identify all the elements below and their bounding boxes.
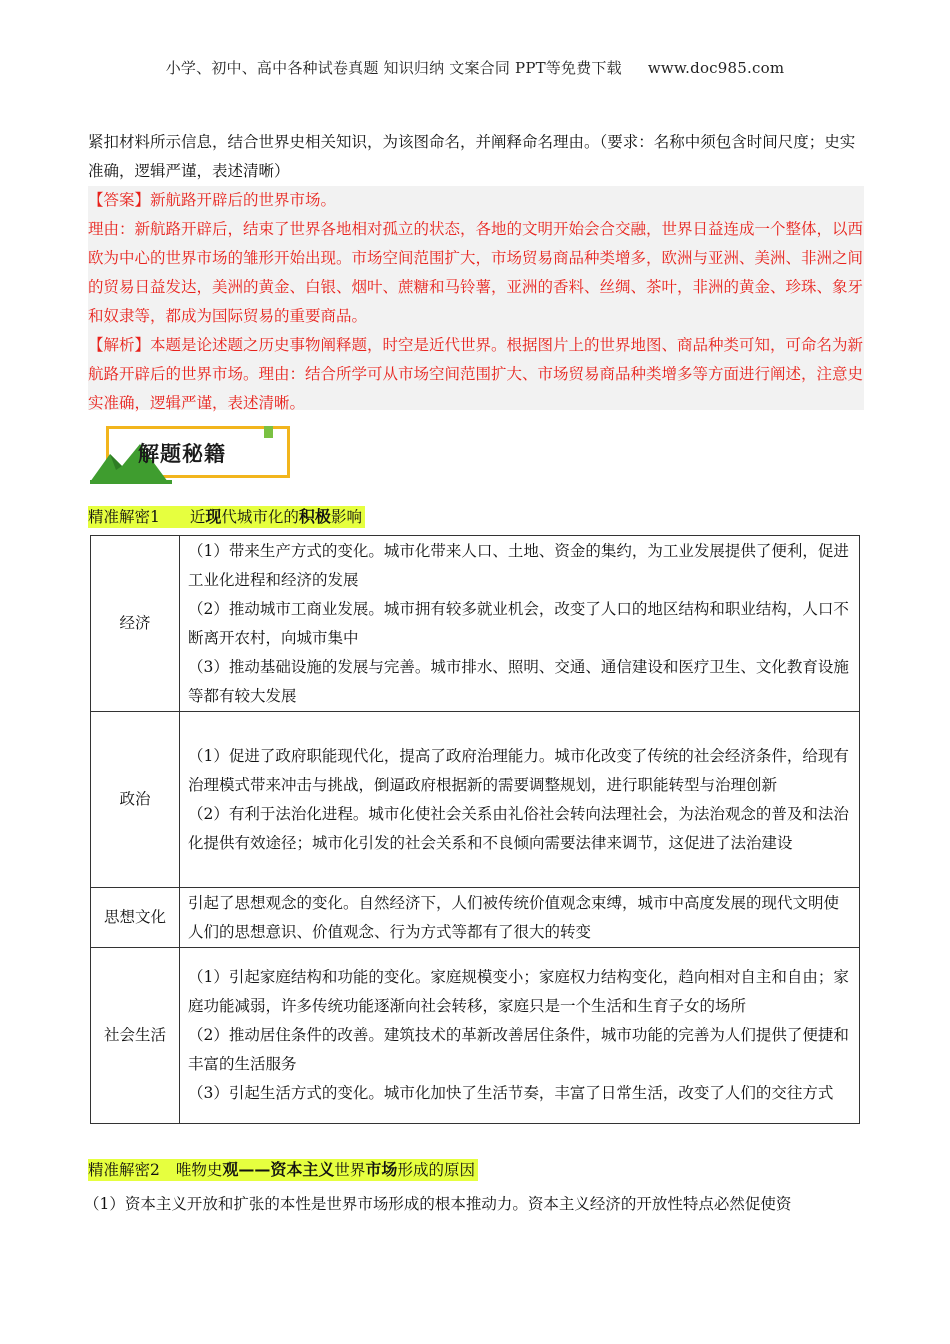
bottom-paragraph: （1）资本主义开放和扩张的本性是世界市场形成的根本推动力。资本主义经济的开放性特点必然促使资 bbox=[84, 1195, 792, 1213]
question-text: 紧扣材料所示信息，结合世界史相关知识，为该图命名，并阐释命名理由。（要求：名称中须包含时间尺度；史实准确，逻辑严谨，表述清晰） bbox=[88, 133, 856, 180]
list-item: （2）有利于法治化进程。城市化使社会关系由礼俗社会转向法理社会，为法治观念的普及和法治化提供有效途径；城市化引发的社会关系和不良倾向需要法律来调节，这促进了法治建设 bbox=[188, 804, 849, 852]
list-item: （2）推动城市工商业发展。城市拥有较多就业机会，改变了人口的地区结构和职业结构，人口不断离开农村，向城市集中 bbox=[188, 599, 849, 647]
table-row bbox=[91, 712, 860, 888]
section-1-number: 精准解密1 bbox=[88, 508, 160, 526]
impact-table bbox=[90, 535, 860, 1124]
section-2-title bbox=[88, 1159, 478, 1181]
list-item: 引起了思想观念的变化。自然经济下，人们被传统价值观念束缚，城市中高度发展的现代文明使人们的思想意识、价值观念、行为方式等都有了很大的转变 bbox=[188, 893, 840, 941]
badge-title: 解题秘籍 bbox=[138, 442, 226, 466]
category-content bbox=[180, 948, 860, 1124]
header-text: 小学、初中、高中各种试卷真题 知识归纳 文案合同 PPT等免费下载 bbox=[165, 59, 622, 77]
table-row bbox=[91, 888, 860, 948]
category-content bbox=[180, 536, 860, 712]
answer-reason: 理由：新航路开辟后，结束了世界各地相对孤立的状态，各地的文明开始会合交融，世界日益连成一个整体，以西欧为中心的世界市场的雏形开始出现。市场空间范围扩大，市场贸易商品种类增多，欧洲与亚洲、美洲、非洲之间的贸易日益发达，美洲的黄金、白银、烟叶、蔗糖和马铃薯，亚洲的香料、丝绸、茶叶，非洲的黄金、珍珠、象牙和奴隶等，都成为国际贸易的重要商品。 bbox=[88, 220, 864, 325]
category-content bbox=[180, 888, 860, 948]
answer-analysis: 【解析】本题是论述题之历史事物阐释题，时空是近代世界。根据图片上的世界地图、商品种类可知，可命名为新航路开辟后的世界市场。理由：结合所学可从市场空间范围扩大、市场贸易商品种类增多等方面进行阐述，注意史实准确，逻辑严谨，表述清晰。 bbox=[88, 336, 864, 412]
category-social-life: 社会生活 bbox=[91, 948, 180, 1124]
list-item: （3）引起生活方式的变化。城市化加快了生活节奏，丰富了日常生活，改变了人们的交往方式 bbox=[188, 1084, 834, 1102]
header-url[interactable]: www.doc985.com bbox=[647, 59, 785, 77]
list-item: （3）推动基础设施的发展与完善。城市排水、照明、交通、通信建设和医疗卫生、文化教育设施等都有较大发展 bbox=[188, 657, 849, 705]
list-item: （1）带来生产方式的变化。城市化带来人口、土地、资金的集约，为工业发展提供了便利，促进工业化进程和经济的发展 bbox=[188, 541, 849, 589]
list-item: （1）促进了政府职能现代化，提高了政府治理能力。城市化改变了传统的社会经济条件，给现有治理模式带来冲击与挑战，倒逼政府根据新的需要调整规划，进行职能转型与治理创新 bbox=[188, 746, 849, 794]
section-2-name: 唯物史观——资本主义世界市场形成的原因 bbox=[175, 1160, 475, 1179]
category-culture: 思想文化 bbox=[91, 888, 180, 948]
category-content bbox=[180, 712, 860, 888]
answer-label: 【答案】新航路开辟后的世界市场。 bbox=[88, 191, 337, 209]
section-1-title bbox=[88, 506, 365, 528]
answer-block bbox=[88, 186, 868, 418]
page-header bbox=[0, 57, 950, 78]
table-row bbox=[91, 948, 860, 1124]
section-2-number: 精准解密2 bbox=[88, 1161, 160, 1179]
list-item: （2）推动居住条件的改善。建筑技术的革新改善居住条件，城市功能的完善为人们提供了便捷和丰富的生活服务 bbox=[188, 1026, 849, 1073]
table-row bbox=[91, 536, 860, 712]
list-item: （1）引起家庭结构和功能的变化。家庭规模变小；家庭权力结构变化，趋向相对自主和自由；家庭功能减弱，许多传统功能逐渐向社会转移，家庭只是一个生活和生育子女的场所 bbox=[188, 968, 849, 1015]
category-economy: 经济 bbox=[91, 536, 180, 712]
tips-badge bbox=[88, 424, 298, 486]
category-politics: 政治 bbox=[91, 712, 180, 888]
section-1-name: 近现代城市化的积极影响 bbox=[189, 507, 362, 526]
